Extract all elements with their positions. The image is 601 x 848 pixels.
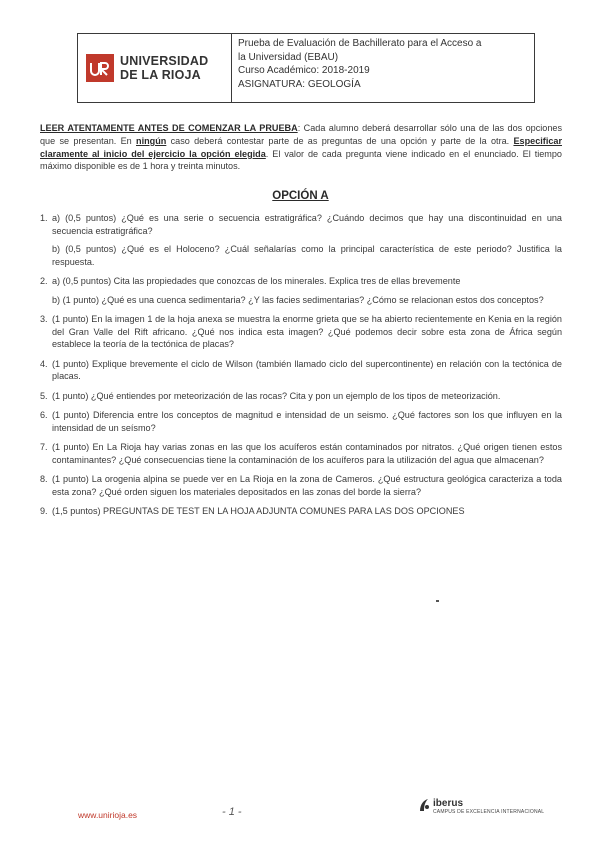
scan-speck [436, 600, 439, 602]
instructions [40, 122, 562, 173]
instructions-text-3: . El valor de cada pregunta viene indicado en el enunciado. El tiempo máximo disponible es de 1 hora y treinta minutos. [40, 148, 562, 172]
question-number: 8. [40, 474, 48, 484]
exam-title-line2: la Universidad (EBAU) [238, 51, 339, 63]
question-item [40, 473, 562, 498]
question-number: 6. [40, 410, 48, 420]
question-item [40, 441, 562, 466]
question-item [40, 390, 562, 403]
question-text: (1 punto) ¿Qué entiendes por meteorización de las rocas? Cita y pon un ejemplo de los tipos de meteorización. [52, 390, 501, 401]
course-year: Curso Académico: 2018-2019 [238, 65, 370, 76]
option-title: OPCIÓN A [272, 190, 329, 202]
question-number: 1. [40, 213, 48, 223]
question-number: 9. [40, 506, 48, 516]
question-number: 5. [40, 390, 48, 401]
question-number: 2. [40, 276, 48, 286]
instructions-specify: Especificar claramente al inicio del ejercicio la opción elegida [40, 135, 562, 159]
question-text: (1 punto) Diferencia entre los conceptos de magnitud e intensidad de un seismo. ¿Qué factores son los que influyen en la intensidad de un seísmo? [52, 410, 562, 433]
iberus-name: iberus [433, 798, 464, 809]
question-subpart: b) (0,5 puntos) ¿Qué es el Holoceno? ¿Cuál señalarías como la principal característica de este periodo? Justifica la respuesta. [52, 244, 562, 267]
instructions-text-1: : Cada alumno deberá desarrollar sólo una de las dos opciones que se presentan. En [40, 123, 563, 146]
university-name-line1: UNIVERSIDAD [120, 54, 209, 68]
question-text: (1 punto) En la imagen 1 de la hoja anexa se muestra la enorme grieta que se ha abierto recientemente en Kenia en la región del Gran Valle del Rift africano. ¿Qué nos indica esta imagen? ¿Qué podemos decir sobre esta zona de África según establece la teoría de la tectónica de placas? [52, 314, 562, 349]
question-list [40, 212, 562, 525]
iberus-logo-icon [418, 798, 430, 812]
exam-header [77, 33, 535, 103]
footer-url-link[interactable]: www.unirioja.es [78, 810, 138, 820]
question-text: (1 punto) Explique brevemente el ciclo de Wilson (también llamado ciclo del supercontinente) en relación con la tectónica de placas. [52, 358, 562, 381]
page-number: - 1 - [222, 806, 242, 818]
question-number: 4. [40, 358, 48, 369]
question-text: (1 punto) En La Rioja hay varias zonas en las que los acuíferos están contaminados por nitratos. ¿Qué origen tienen estos contaminantes? ¿Qué consecuencias tiene la contaminación de los acuíferos para la utilización del agua que almacenan? [52, 442, 562, 465]
subject: ASIGNATURA: GEOLOGÍA [238, 78, 361, 90]
unirioja-logo-icon [86, 54, 114, 82]
question-item [40, 358, 562, 383]
question-number: 3. [40, 314, 48, 324]
question-item [40, 275, 562, 306]
university-logo [78, 34, 232, 102]
instructions-emphasis: ningún [136, 135, 167, 146]
question-text: a) (0,5 puntos) Cita las propiedades que conozcas de los minerales. Explica tres de ellas brevemente [52, 276, 461, 286]
iberus-tagline: CAMPUS DE EXCELENCIA INTERNACIONAL [433, 809, 545, 815]
exam-title-line1: Prueba de Evaluación de Bachillerato para el Acceso a [238, 38, 482, 49]
question-item [40, 505, 562, 518]
iberus-logo [418, 798, 544, 816]
question-item [40, 409, 562, 434]
question-text: (1 punto) La orogenia alpina se puede ver en La Rioja en la zona de Cameros. ¿Qué estructura geológica caracteriza a toda esta zona? ¿Qué orden siguen los materiales depositados en las zonas del borde la sierra? [52, 474, 562, 497]
exam-info [232, 34, 534, 102]
question-item [40, 212, 562, 268]
question-subpart: b) (1 punto) ¿Qué es una cuenca sedimentaria? ¿Y las facies sedimentarias? ¿Cómo se relacionan estos dos conceptos? [52, 294, 544, 305]
instructions-heading: LEER ATENTAMENTE ANTES DE COMENZAR LA PRUEBA [40, 123, 298, 133]
question-number: 7. [40, 442, 48, 452]
instructions-text-2: caso deberá contestar parte de as preguntas de una opción y parte de la otra. [166, 135, 514, 146]
university-name-line2: DE LA RIOJA [120, 68, 201, 82]
question-text: a) (0,5 puntos) ¿Qué es una serie o secuencia estratigráfica? ¿Cuándo decimos que hay una discontinuidad en una secuencia estratigráfica? [52, 213, 562, 236]
question-text: (1,5 puntos) PREGUNTAS DE TEST EN LA HOJA ADJUNTA COMUNES PARA LAS DOS OPCIONES [52, 506, 465, 516]
question-item [40, 313, 562, 351]
